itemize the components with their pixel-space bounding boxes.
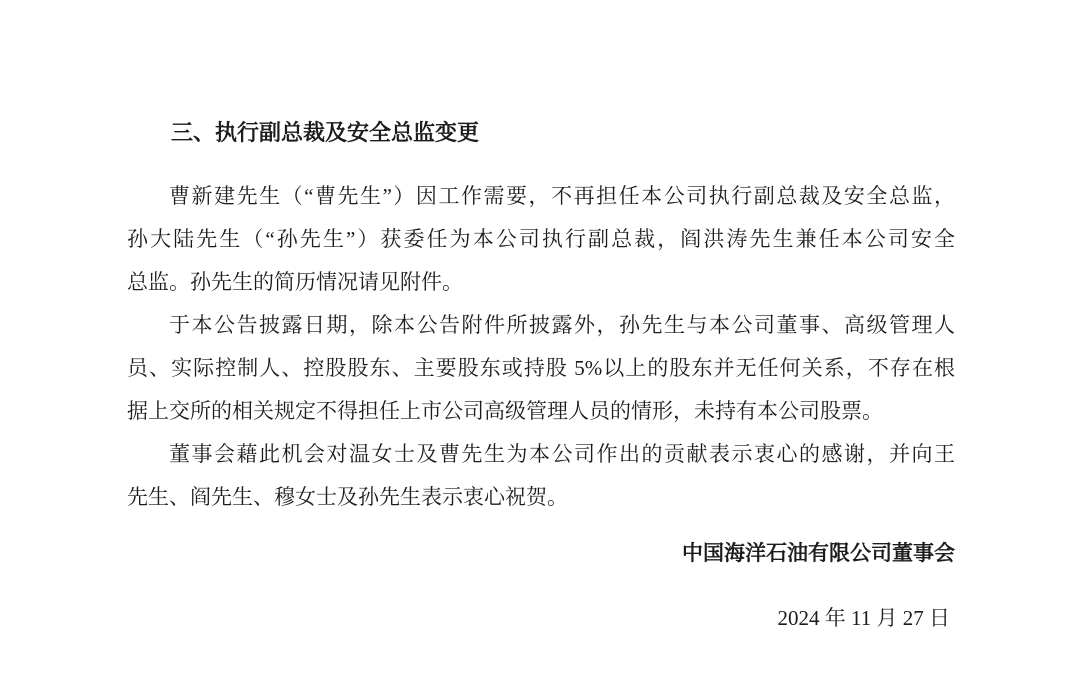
paragraph-line: 董事会藉此机会对温女士及曹先生为本公司作出的贡献表示衷心的感谢，并向王: [169, 442, 955, 466]
paragraph-line: 于本公告披露日期，除本公告附件所披露外，孙先生与本公司董事、高级管理人: [169, 313, 955, 337]
paragraph-line: 员、实际控制人、控股股东、主要股东或持股 5%以上的股东并无任何关系，不存在根: [127, 356, 955, 380]
paragraph-line: 曹新建先生（“曹先生”）因工作需要，不再担任本公司执行副总裁及安全总监，: [169, 184, 955, 208]
paragraph-line: 据上交所的相关规定不得担任上市公司高级管理人员的情形，未持有本公司股票。: [127, 399, 883, 423]
paragraph-line: 孙大陆先生（“孙先生”）获委任为本公司执行副总裁，阎洪涛先生兼任本公司安全: [127, 227, 955, 251]
board-signature: 中国海洋石油有限公司董事会: [682, 541, 955, 565]
paragraph-line: 总监。孙先生的简历情况请见附件。: [127, 270, 463, 294]
document-body: [127, 175, 955, 519]
announcement-date: 2024 年 11 月 27 日: [777, 606, 950, 630]
section-heading: 三、执行副总裁及安全总监变更: [171, 120, 480, 145]
paragraph-line: 先生、阎先生、穆女士及孙先生表示衷心祝贺。: [127, 485, 568, 509]
